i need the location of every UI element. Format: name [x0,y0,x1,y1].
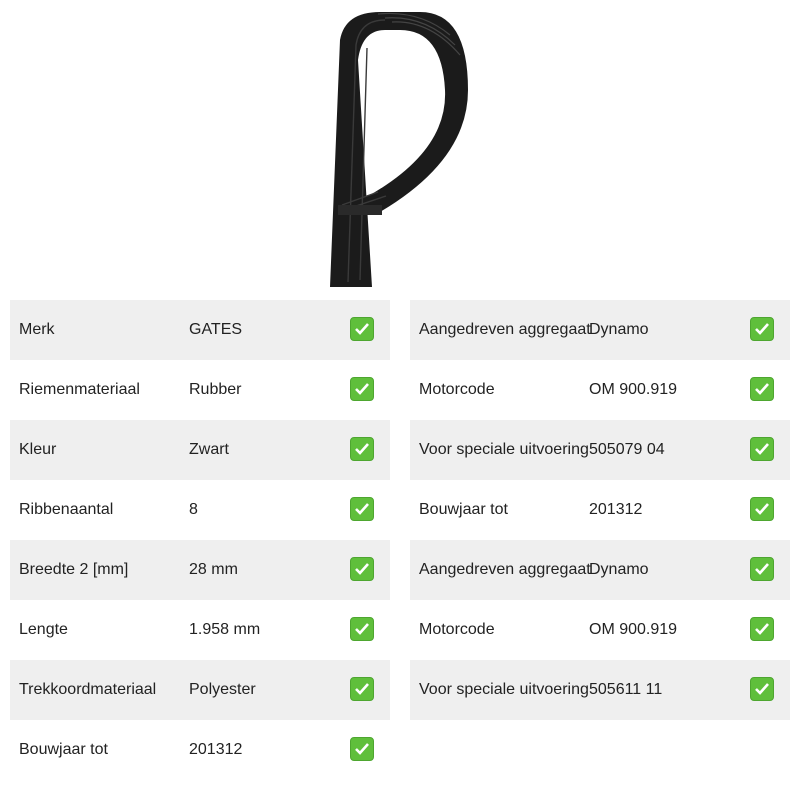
spec-label: Trekkoordmateriaal [19,681,157,698]
green-check-icon [350,497,374,521]
table-row [410,420,790,480]
spec-table-left [10,300,390,780]
spec-value: 505611 11 [589,681,663,698]
spec-table-right [410,300,790,720]
spec-label: Merk [19,321,55,338]
spec-value: OM 900.919 [589,381,678,398]
green-check-icon [350,617,374,641]
spec-value: Polyester [189,681,256,698]
table-row [10,600,390,660]
spec-value: GATES [189,321,243,338]
spec-value: 28 mm [189,561,238,578]
spec-label: Bouwjaar tot [19,741,108,758]
table-row [10,720,390,780]
spec-label: Bouwjaar tot [419,501,508,518]
spec-value: OM 900.919 [589,621,678,638]
table-row [10,540,390,600]
spec-value: Dynamo [589,561,649,578]
spec-value: 201312 [589,501,643,518]
spec-value: Dynamo [589,321,649,338]
spec-label: Lengte [19,621,68,638]
table-row [410,540,790,600]
spec-label: Ribbenaantal [19,501,114,518]
green-check-icon [350,317,374,341]
spec-label: Aangedreven aggregaat [419,561,591,578]
spec-value: 8 [189,501,198,518]
table-row [10,420,390,480]
table-row [10,360,390,420]
green-check-icon [350,737,374,761]
green-check-icon [350,377,374,401]
green-check-icon [750,317,774,341]
green-check-icon [750,377,774,401]
green-check-icon [350,557,374,581]
spec-label: Riemenmateriaal [19,381,140,398]
spec-label: Voor speciale uitvoering [419,681,589,698]
table-row [410,600,790,660]
spec-label: Aangedreven aggregaat [419,321,591,338]
table-row [410,300,790,360]
green-check-icon [750,557,774,581]
spec-label: Breedte 2 [mm] [19,561,129,578]
green-check-icon [750,497,774,521]
table-row [410,480,790,540]
table-row [10,300,390,360]
green-check-icon [750,677,774,701]
spec-value: 201312 [189,741,243,758]
spec-label: Kleur [19,441,57,458]
spec-value: Zwart [189,441,229,458]
spec-value: 1.958 mm [189,621,261,638]
table-row [10,480,390,540]
spec-label: Motorcode [419,381,495,398]
spec-value: 505079 04 [589,441,665,458]
table-row [410,360,790,420]
table-row [410,660,790,720]
green-check-icon [350,677,374,701]
table-row [10,660,390,720]
green-check-icon [750,617,774,641]
green-check-icon [750,437,774,461]
product-image-belt [300,0,500,290]
spec-value: Rubber [189,381,242,398]
spec-label: Voor speciale uitvoering [419,441,589,458]
green-check-icon [350,437,374,461]
spec-label: Motorcode [419,621,495,638]
